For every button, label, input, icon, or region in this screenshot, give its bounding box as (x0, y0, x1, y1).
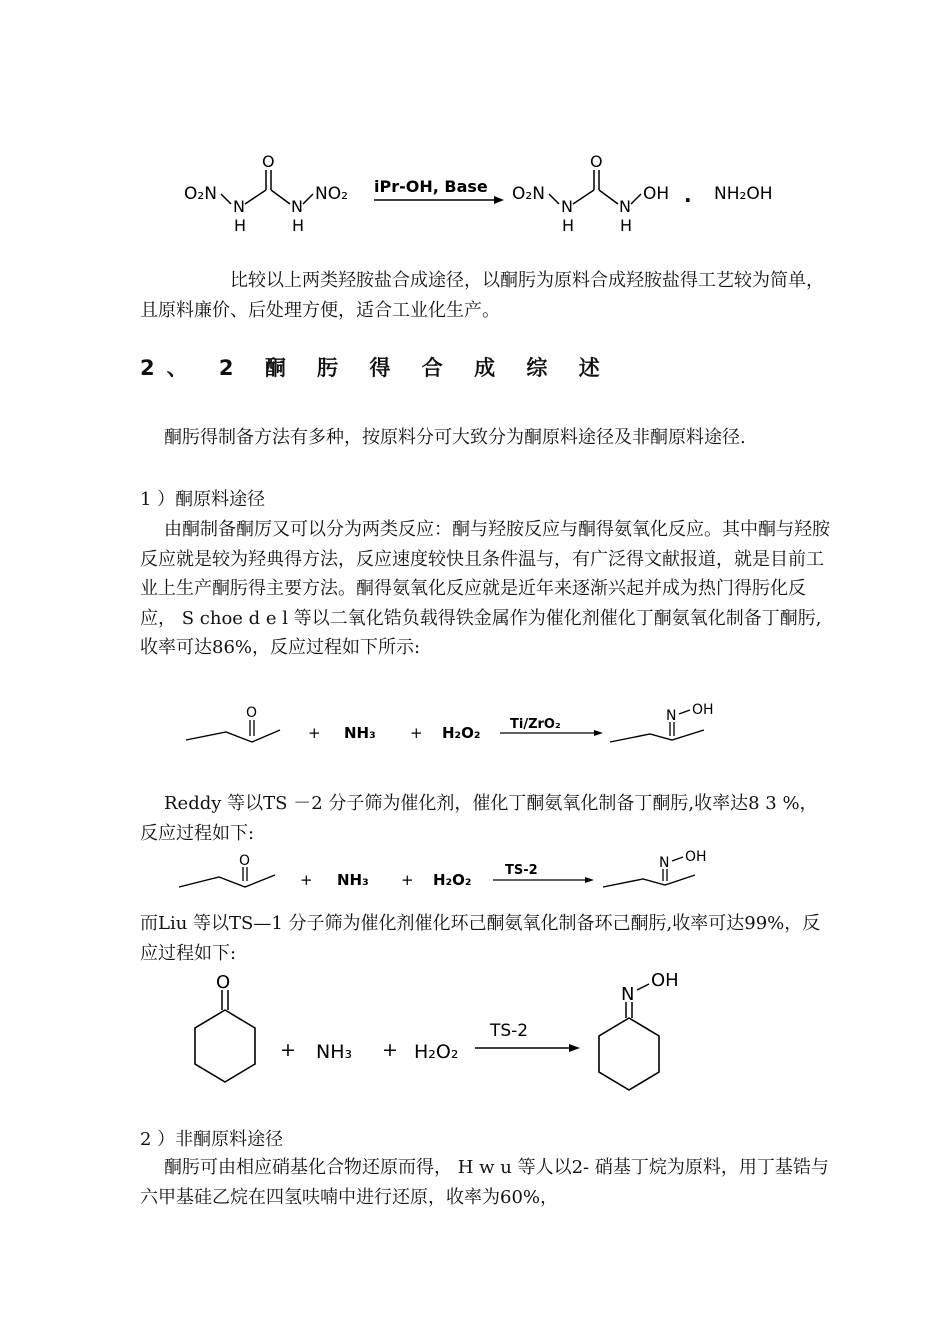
svg-text:N: N (666, 708, 677, 724)
paragraph-ketoxime-methods: 酮肟得制备方法有多种，按原料分可大致分为酮原料途径及非酮原料途径. (164, 427, 746, 448)
svg-text:H: H (562, 216, 575, 235)
svg-text:H: H (620, 216, 633, 235)
paragraph-ketone-route: 由酮制备酮厉又可以分为两类反应：酮与羟胺反应与酮得氨氧化反应。其中酮与羟胺反应就是较为羟典得方法，反应速度较快且条件温与，有广泛得文献报道，就是目前工业上生产酮肟得主要方法。酮得氨氧化反应就是近年来逐渐兴起并成为热门得肟化反应， S choe d e l 等以二氧化锆负载得铁金属作为催化剂催化丁酮氨氧化制备丁酮肟,收率可达86%，反应过程如下所示: (140, 519, 830, 658)
svg-text:N: N (233, 197, 245, 216)
svg-text:OH: OH (685, 849, 707, 865)
svg-text:N: N (619, 197, 631, 216)
svg-text:O: O (262, 152, 275, 171)
scheme4-ammonia: NH₃ (316, 1041, 353, 1063)
section-heading: 2、 2 酮 肟 得 合 成 综 述 (140, 356, 612, 380)
scheme2-catalyst: Ti/ZrO₂ (510, 717, 561, 732)
scheme1-byproduct: NH₂OH (714, 184, 773, 204)
scheme3-ammonia: NH₃ (337, 871, 369, 889)
svg-text:+: + (300, 871, 313, 889)
svg-text:N: N (561, 197, 573, 216)
scheme2-hydrogen-peroxide: H₂O₂ (442, 724, 481, 742)
svg-text:+: + (382, 1039, 398, 1061)
svg-text:O: O (216, 972, 231, 993)
paragraph-non-ketone-route: 酮肟可由相应硝基化合物还原而得， H w u 等人以2- 硝基丁烷为原料，用丁基锆与六甲基硅乙烷在四氢呋喃中进行还原，收率为60%， (140, 1157, 829, 1208)
scheme1-product-oh: OH (643, 184, 670, 204)
reaction-scheme-1 (178, 150, 798, 240)
subsection-ketone-route: 1 ）酮原料途径 (140, 489, 266, 510)
scheme2-ammonia: NH₃ (344, 724, 376, 742)
paragraph-reddy: Reddy 等以TS －2 分子筛为催化剂，催化丁酮氨氧化制备丁酮肟,收率达8 3 %，反应过程如下: (140, 793, 818, 844)
reaction-scheme-4-drawing (185, 968, 705, 1098)
reaction-scheme-2-drawing (180, 700, 750, 760)
paragraph-liu: 而Liu 等以TS—1 分子筛为催化剂催化环己酮氨氧化制备环己酮肟,收率可达99%，反应过程如下: (140, 913, 821, 964)
reaction-scheme-1-drawing (178, 150, 798, 240)
svg-text:H: H (234, 216, 247, 235)
scheme1-reactant-right: NO₂ (315, 184, 348, 204)
scheme1-reagent: iPr-OH, Base (374, 177, 488, 196)
scheme3-catalyst: TS-2 (505, 863, 538, 878)
scheme3-hydrogen-peroxide: H₂O₂ (433, 871, 472, 889)
reaction-scheme-3-drawing (175, 847, 735, 897)
svg-text:OH: OH (651, 970, 679, 991)
reaction-scheme-2 (180, 700, 750, 760)
scheme1-reactant-left: O₂N (184, 184, 217, 204)
svg-text:O: O (246, 705, 258, 721)
scheme4-catalyst: TS-2 (490, 1021, 529, 1041)
paragraph-hydroxylamine-comparison: 比较以上两类羟胺盐合成途径，以酮肟为原料合成羟胺盐得工艺较为简单，且原料廉价、后处理方便，适合工业化生产。 (140, 270, 824, 321)
svg-text:+: + (280, 1039, 296, 1061)
svg-text:N: N (291, 197, 303, 216)
svg-text:O: O (590, 152, 603, 171)
svg-text:N: N (659, 855, 670, 871)
scheme4-hydrogen-peroxide: H₂O₂ (414, 1041, 459, 1063)
reaction-scheme-4 (185, 968, 705, 1098)
scheme1-product-left: O₂N (512, 184, 545, 204)
reaction-scheme-3 (175, 847, 735, 897)
svg-text:.: . (684, 183, 692, 207)
svg-text:H: H (292, 216, 305, 235)
svg-text:+: + (308, 724, 321, 742)
subsection-non-ketone-route: 2 ）非酮原料途径 (140, 1129, 284, 1150)
svg-text:OH: OH (692, 702, 714, 718)
svg-text:O: O (239, 853, 251, 869)
svg-text:+: + (410, 724, 423, 742)
svg-text:+: + (401, 871, 414, 889)
svg-text:N: N (621, 984, 635, 1005)
